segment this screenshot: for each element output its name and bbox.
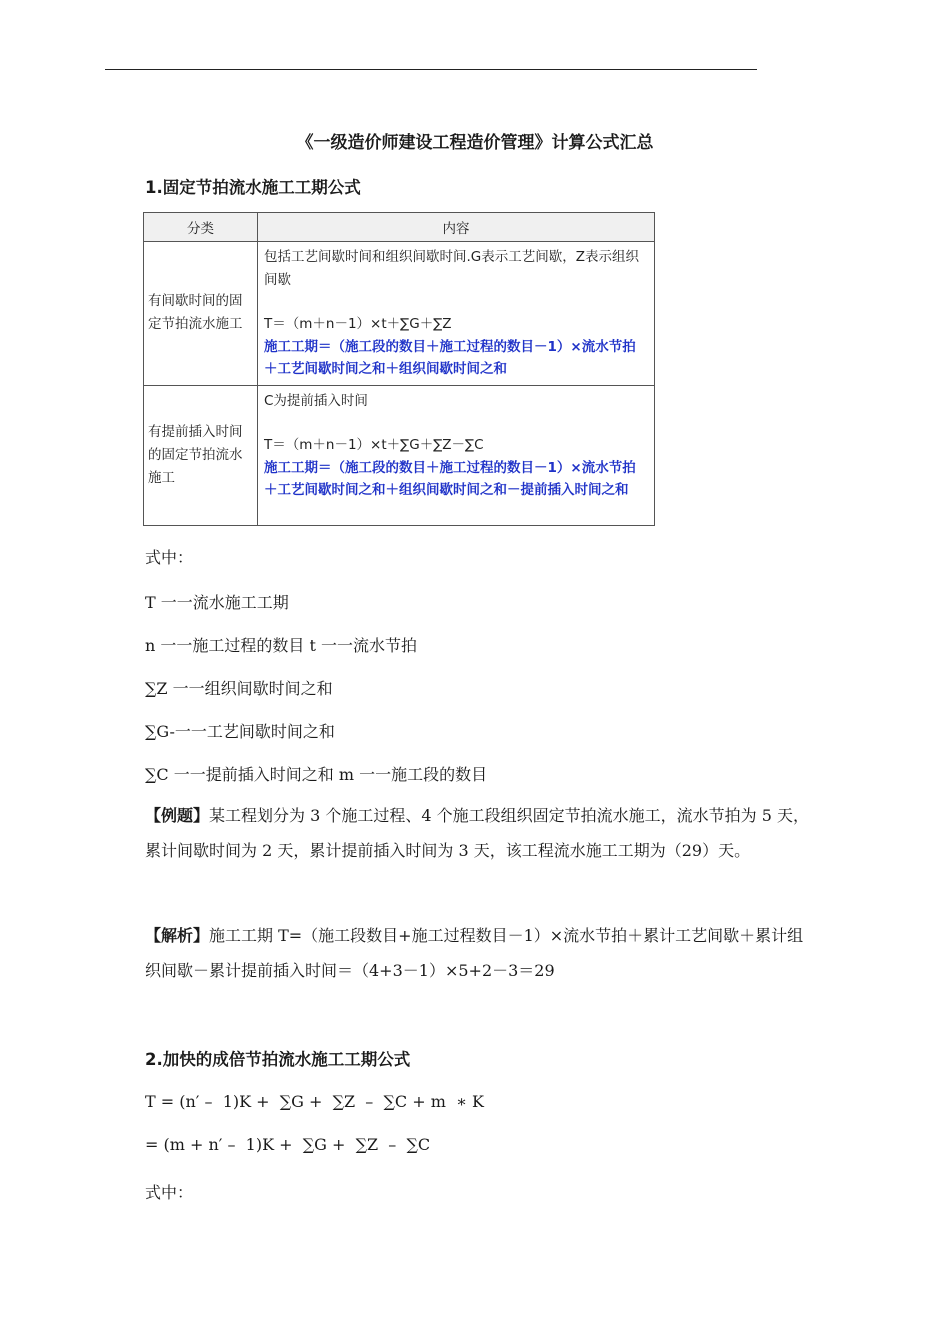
row1-formula: T＝（m＋n－1）×t＋∑G＋∑Z [264, 316, 452, 332]
table-header-category: 分类 [144, 213, 258, 242]
table-row [144, 242, 655, 386]
example-paragraph [145, 798, 810, 868]
header-rule [105, 69, 757, 70]
row2-category: 有提前插入时间的固定节拍流水施工 [144, 385, 258, 525]
table-row [144, 385, 655, 525]
table-header-content: 内容 [258, 213, 655, 242]
row1-content [258, 242, 655, 386]
formula-line-1: T = (n′ – 1)K + ∑G + ∑Z – ∑C + m ∗ K [145, 1092, 484, 1111]
table-header-row [144, 213, 655, 242]
row2-content [258, 385, 655, 525]
row1-description: 包括工艺间歇时间和组织间歇时间.G表示工艺间歇，Z表示组织间歇 [264, 249, 639, 288]
row1-explanation: 施工工期＝（施工段的数目＋施工过程的数目－1）×流水节拍＋工艺间歇时间之和＋组织间歇时间之和 [264, 338, 636, 377]
row1-category: 有间歇时间的固定节拍流水施工 [144, 242, 258, 386]
formula-table [143, 212, 655, 526]
example-text: 某工程划分为 3 个施工过程、4 个施工段组织固定节拍流水施工，流水节拍为 5 天，累计间歇时间为 2 天，累计提前插入时间为 3 天，该工程流水施工工期为（29）天。 [145, 806, 809, 860]
legend-item: n 一一施工过程的数目 t 一一流水节拍 [145, 636, 417, 655]
legend-label-2: 式中： [145, 1183, 194, 1202]
legend-label: 式中： [145, 548, 194, 567]
document-title: 《一级造价师建设工程造价管理》计算公式汇总 [296, 133, 654, 153]
legend-item: ∑G-一一工艺间歇时间之和 [145, 722, 335, 741]
section2-heading: 2.加快的成倍节拍流水施工工期公式 [145, 1050, 411, 1069]
analysis-paragraph [145, 918, 810, 988]
legend-item: ∑C 一一提前插入时间之和 m 一一施工段的数目 [145, 765, 488, 784]
analysis-label: 【解析】 [145, 926, 210, 945]
formula-line-2: = (m + n′ – 1)K + ∑G + ∑Z – ∑C [145, 1135, 431, 1154]
example-label: 【例题】 [145, 806, 210, 825]
row2-explanation: 施工工期＝（施工段的数目＋施工过程的数目－1）×流水节拍＋工艺间歇时间之和＋组织间歇时间之和－提前插入时间之和 [264, 459, 636, 498]
legend-item: T 一一流水施工工期 [145, 593, 289, 612]
section1-heading: 1.固定节拍流水施工工期公式 [145, 178, 361, 197]
legend-item: ∑Z 一一组织间歇时间之和 [145, 679, 333, 698]
row2-description: C为提前插入时间 [264, 392, 368, 409]
row2-formula: T＝（m＋n－1）×t＋∑G＋∑Z－∑C [264, 437, 484, 453]
analysis-text: 施工工期 T=（施工段数目+施工过程数目－1）×流水节拍＋累计工艺间歇＋累计组织间歇－累计提前插入时间＝（4+3－1）×5+2－3＝29 [145, 926, 804, 980]
